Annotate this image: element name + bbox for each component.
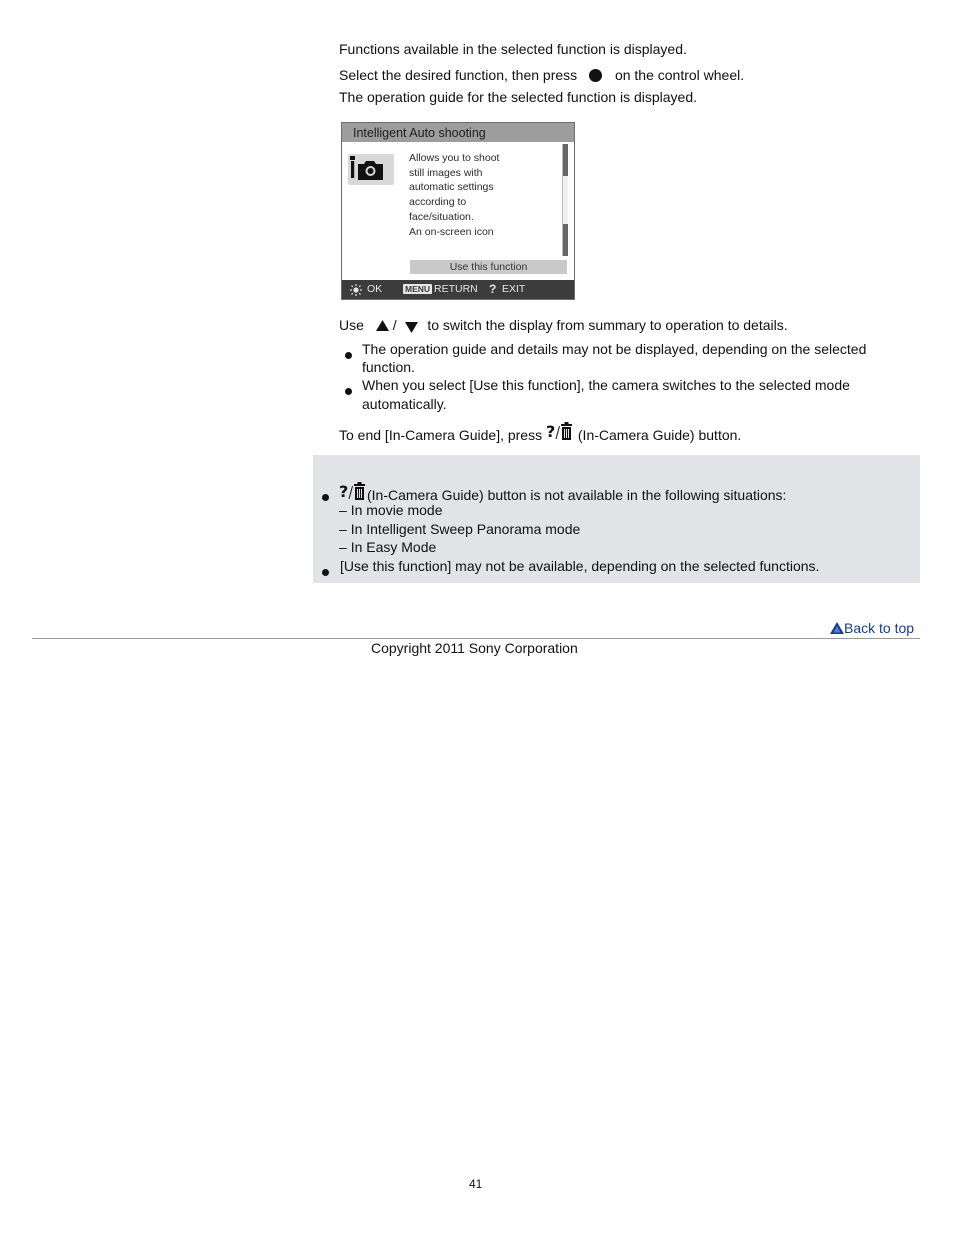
back-to-top-icon bbox=[830, 620, 844, 638]
screen-text-line: automatic settings bbox=[409, 181, 494, 194]
screen-text-line: according to bbox=[409, 196, 467, 209]
menu-chip bbox=[403, 280, 432, 299]
end-line-after: (In-Camera Guide) button. bbox=[577, 427, 742, 443]
note-dash-item: – In Intelligent Sweep Panorama mode bbox=[339, 521, 581, 537]
center-button-icon bbox=[589, 69, 602, 82]
intro-line-2 bbox=[339, 66, 744, 84]
bar-return-label: RETURN bbox=[434, 283, 478, 295]
in-camera-guide-icon bbox=[546, 422, 574, 446]
copyright: Copyright 2011 Sony Corporation bbox=[371, 640, 578, 656]
intro-line-1: Functions available in the selected function is displayed. bbox=[339, 41, 687, 57]
end-line bbox=[339, 422, 741, 446]
screen-bottom-bar bbox=[342, 280, 574, 299]
end-line-before: To end [In-Camera Guide], press bbox=[339, 427, 543, 443]
bullet-text-2a: When you select [Use this function], the camera switches to the selected mode bbox=[362, 377, 850, 393]
note-dash-item-text: In Intelligent Sweep Panorama mode bbox=[350, 521, 581, 537]
screen-text-line: face/situation. bbox=[409, 210, 474, 223]
menu-chip-label: MENU bbox=[405, 284, 431, 295]
control-wheel-icon bbox=[350, 284, 362, 300]
screen-text-line: Allows you to shoot bbox=[409, 152, 500, 164]
bullet-dot bbox=[345, 346, 352, 362]
use-line-before: Use bbox=[339, 317, 364, 333]
back-to-top-label: Back to top bbox=[844, 620, 915, 636]
use-this-function-button: Use this function bbox=[410, 260, 567, 274]
bullet-text-2b: automatically. bbox=[362, 396, 447, 412]
screen-scrollbar bbox=[562, 144, 568, 256]
page-number: 41 bbox=[469, 1177, 483, 1191]
svg-text:?: ? bbox=[546, 422, 556, 441]
note-dash-item-text: In movie mode bbox=[350, 502, 443, 518]
bar-ok-label: OK bbox=[367, 283, 383, 295]
screen-text-line: An on-screen icon bbox=[409, 225, 494, 238]
bullet-text-1a: The operation guide and details may not be displayed, depending on the selected bbox=[362, 341, 867, 357]
up-arrow-icon bbox=[376, 317, 389, 335]
bullet-text-1b: function. bbox=[362, 359, 415, 375]
note-bullet-2: [Use this function] may not be available, depending on the selected functions. bbox=[340, 558, 820, 574]
in-camera-guide-screen bbox=[341, 122, 575, 300]
bullet-dot bbox=[345, 382, 352, 398]
svg-text:?: ? bbox=[339, 482, 349, 501]
note-dash-item-text: In Easy Mode bbox=[350, 539, 437, 555]
intro-line-2-after: on the control wheel. bbox=[614, 67, 745, 83]
note-dash-item: – In movie mode bbox=[339, 502, 443, 518]
screen-title: Intelligent Auto shooting bbox=[342, 123, 574, 142]
help-icon: ? bbox=[489, 282, 497, 296]
bullet-dot bbox=[322, 488, 329, 504]
back-to-top-link[interactable] bbox=[830, 619, 914, 638]
note-dash-item: – In Easy Mode bbox=[339, 539, 437, 555]
screen-description bbox=[409, 151, 499, 239]
scrollbar-thumb-top bbox=[563, 144, 568, 176]
intelligent-auto-icon bbox=[348, 154, 394, 185]
use-line-slash: / bbox=[392, 317, 397, 333]
note-bullet-1-text: (In-Camera Guide) button is not available in the following situations: bbox=[367, 487, 787, 503]
bar-exit-label: EXIT bbox=[502, 283, 526, 295]
intro-line-2-before: Select the desired function, then press bbox=[339, 67, 578, 83]
intro-line-3: The operation guide for the selected function is displayed. bbox=[339, 89, 698, 105]
use-line-after: to switch the display from summary to operation to details. bbox=[427, 317, 788, 333]
scrollbar-thumb-bottom bbox=[563, 224, 568, 256]
use-line bbox=[339, 316, 788, 337]
bullet-dot bbox=[322, 563, 329, 579]
screen-text-line: still images with bbox=[409, 166, 483, 179]
down-arrow-icon bbox=[405, 319, 418, 337]
